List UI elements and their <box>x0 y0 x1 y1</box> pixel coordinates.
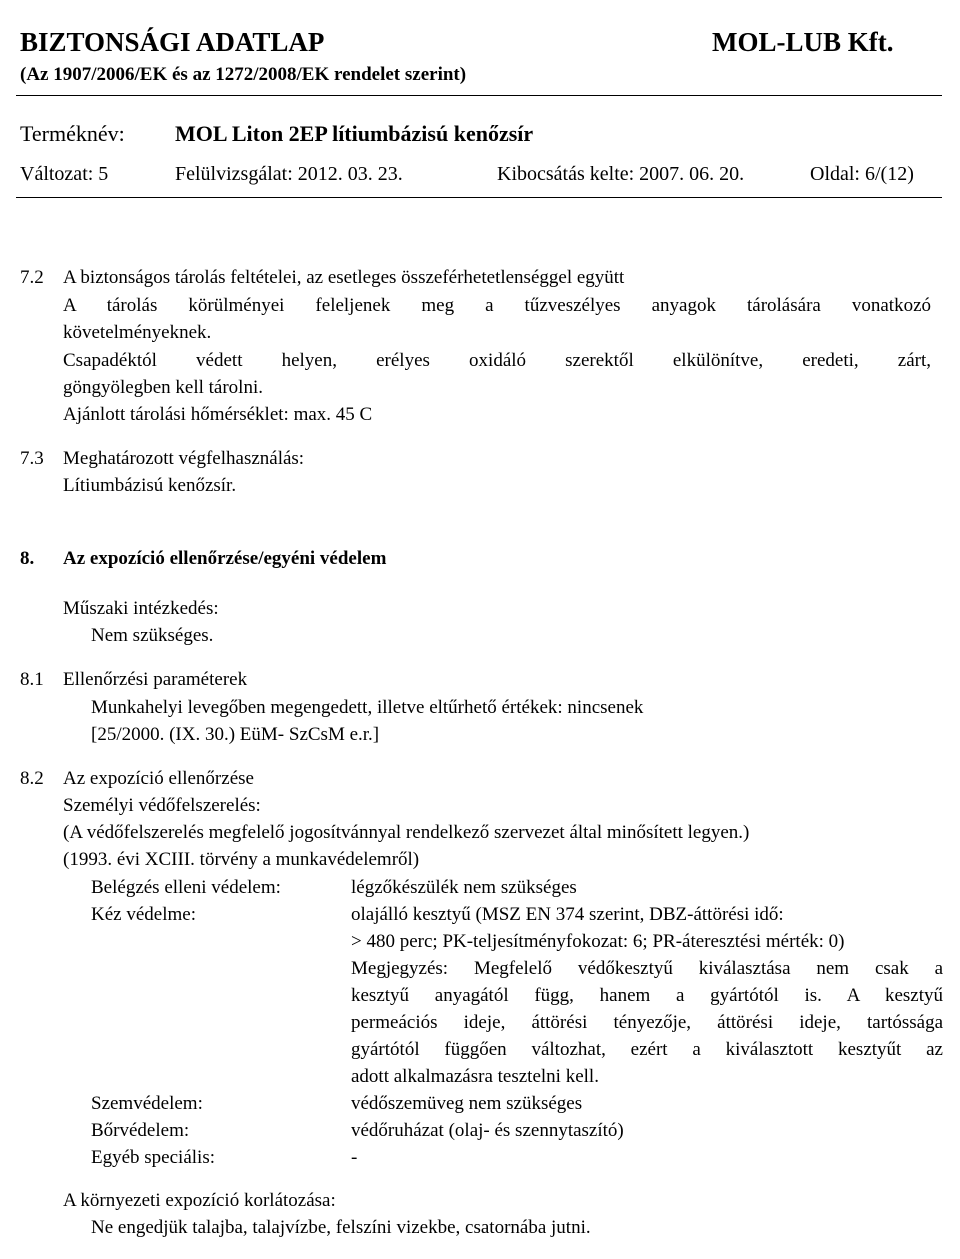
header-rule-bottom <box>16 197 942 198</box>
other-special-value: - <box>351 1147 358 1168</box>
issue-date: Kibocsátás kelte: 2007. 06. 20. <box>497 163 745 185</box>
hand-protection-line: > 480 perc; PK-teljesítményfokozat: 6; PR-áteresztési mérték: 0) <box>351 931 845 952</box>
section-8-1-title: Ellenőrzési paraméterek <box>63 669 248 690</box>
respiratory-protection-label: Belégzés elleni védelem: <box>91 877 281 898</box>
regulation-note: (Az 1907/2006/EK és az 1272/2008/EK rendelet szerint) <box>20 64 467 85</box>
hand-protection-line: adott alkalmazásra tesztelni kell. <box>351 1066 599 1087</box>
respiratory-protection-value: légzőkészülék nem szükséges <box>351 877 577 898</box>
ppe-note: (A védőfelszerelés megfelelő jogosítvánnyal rendelkező szervezet által minősített legyen.) <box>63 822 750 843</box>
section-7-2-title: A biztonságos tárolás feltételei, az esetleges összeférhetetlenséggel együtt <box>63 267 625 288</box>
revision-date: Felülvizsgálat: 2012. 03. 23. <box>175 163 403 185</box>
section-8-number: 8. <box>20 548 35 569</box>
environmental-exposure-value: Ne engedjük talajba, talajvízbe, felszíni vizekbe, csatornába jutni. <box>91 1217 591 1238</box>
company-name: MOL-LUB Kft. <box>712 27 894 57</box>
section-8-1-line: [25/2000. (IX. 30.) EüM- SzCsM e.r.] <box>91 724 380 745</box>
hand-protection-line: permeációs ideje, áttörési tényezője, áttörési ideje, tartóssága <box>351 1012 943 1033</box>
environmental-exposure-label: A környezeti expozíció korlátozása: <box>63 1190 336 1211</box>
section-7-2-line: göngyölegben kell tárolni. <box>63 377 263 398</box>
technical-measures-value: Nem szükséges. <box>91 625 214 646</box>
section-7-2-line: A tárolás körülményei feleljenek meg a tűzveszélyes anyagok tárolására vonatkozó <box>63 295 931 316</box>
hand-protection-label: Kéz védelme: <box>91 904 196 925</box>
eye-protection-value: védőszemüveg nem szükséges <box>351 1093 583 1114</box>
section-7-2-line: követelményeknek. <box>63 322 212 343</box>
product-name: MOL Liton 2EP lítiumbázisú kenőzsír <box>175 121 534 146</box>
eye-protection-label: Szemvédelem: <box>91 1093 203 1114</box>
ppe-label: Személyi védőfelszerelés: <box>63 795 261 816</box>
section-7-2-number: 7.2 <box>20 267 44 288</box>
document-title: BIZTONSÁGI ADATLAP <box>20 27 325 57</box>
hand-protection-line: gyártótól függően változhat, ezért a kiválasztott kesztyűt az <box>351 1039 943 1060</box>
section-8-1-number: 8.1 <box>20 669 44 690</box>
hand-protection-line: olajálló kesztyű (MSZ EN 374 szerint, DBZ-áttörési idő: <box>351 904 784 925</box>
section-8-title: Az expozíció ellenőrzése/egyéni védelem <box>63 548 387 569</box>
skin-protection-label: Bőrvédelem: <box>91 1120 190 1141</box>
technical-measures-label: Műszaki intézkedés: <box>63 598 219 619</box>
hand-protection-line: Megjegyzés: Megfelelő védőkesztyű kiválasztása nem csak a <box>351 958 943 979</box>
product-label: Terméknév: <box>20 121 125 146</box>
version: Változat: 5 <box>20 163 109 185</box>
section-7-3-text: Lítiumbázisú kenőzsír. <box>63 475 237 496</box>
storage-temperature: Ajánlott tárolási hőmérséklet: max. 45 C <box>63 404 373 425</box>
header-rule-top <box>16 95 942 96</box>
section-8-2-number: 8.2 <box>20 768 44 789</box>
section-8-2-title: Az expozíció ellenőrzése <box>63 768 254 789</box>
skin-protection-value: védőruházat (olaj- és szennytaszító) <box>351 1120 624 1141</box>
ppe-note: (1993. évi XCIII. törvény a munkavédelemről) <box>63 849 420 870</box>
other-special-label: Egyéb speciális: <box>91 1147 215 1168</box>
section-8-1-line: Munkahelyi levegőben megengedett, illetve eltűrhető értékek: nincsenek <box>91 697 644 718</box>
hand-protection-line: kesztyű anyagától függ, hanem a gyártótól is. A kesztyű <box>351 985 943 1006</box>
section-7-2-line: Csapadéktól védett helyen, erélyes oxidáló szerektől elkülönítve, eredeti, zárt, <box>63 350 931 371</box>
section-7-3-title: Meghatározott végfelhasználás: <box>63 448 305 469</box>
page-number: Oldal: 6/(12) <box>810 163 914 185</box>
section-7-3-number: 7.3 <box>20 448 44 469</box>
